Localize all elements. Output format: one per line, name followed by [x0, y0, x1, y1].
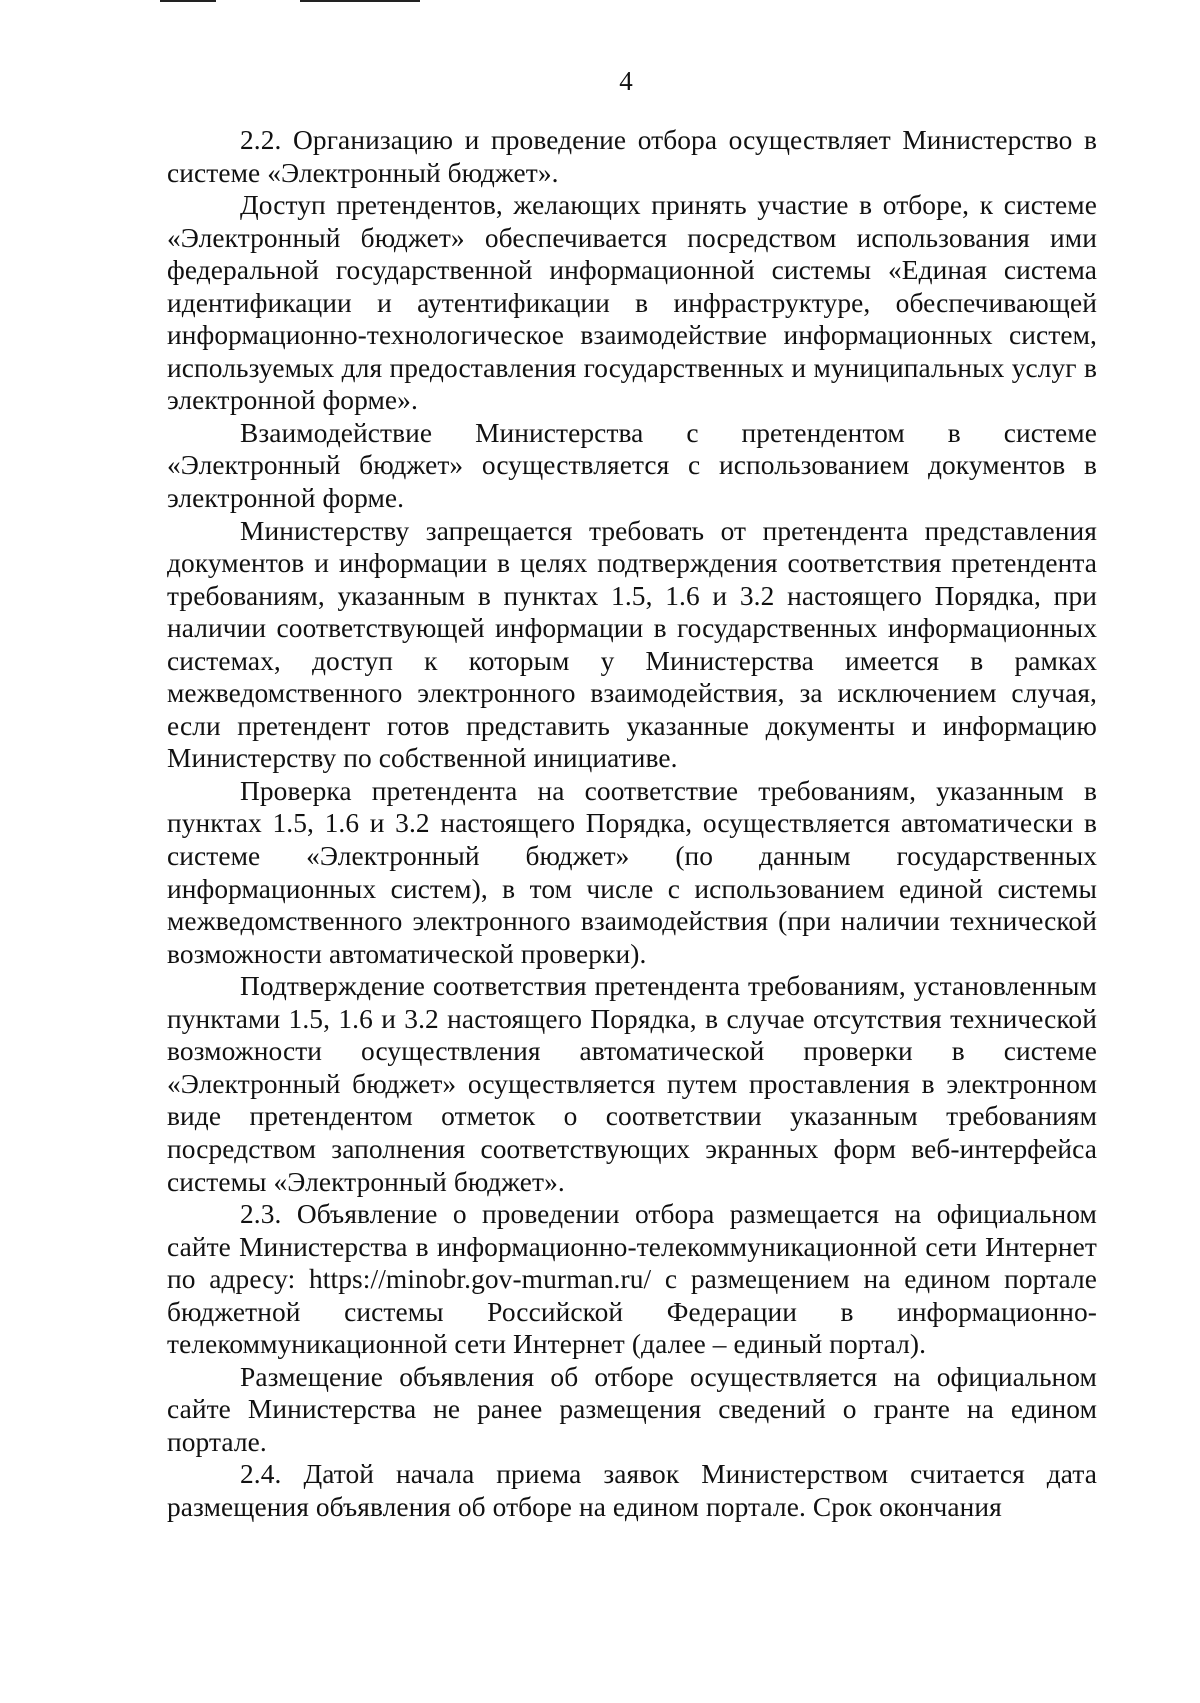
- scan-edge-mark: [300, 0, 420, 2]
- paragraph-prohibition: Министерству запрещается требовать от претендента представления документов и информации в целях подтверждения соответствия претендента требованиям, указанным в пунктах 1.5, 1.6 и 3.2 настоящего Порядка, при наличии соответствующей информации в государственных информационных системах, доступ к которым у Министерства имеется в рамках межведомственного электронного взаимодействия, за исключением случая, если претендент готов представить указанные документы и информацию Министерству по собственной инициативе.: [167, 515, 1097, 774]
- paragraph-verification: Проверка претендента на соответствие требованиям, указанным в пунктах 1.5, 1.6 и 3.2 настоящего Порядка, осуществляется автоматически в системе «Электронный бюджет» (по данным государственных информационных систем), в том числе с использованием единой системы межведомственного электронного взаимодействия (при наличии технической возможности автоматической проверки).: [167, 775, 1097, 969]
- paragraph-2-4: 2.4. Датой начала приема заявок Министерством считается дата размещения объявления об отборе на едином портале. Срок окончания: [167, 1459, 1097, 1522]
- paragraph-2-2: 2.2. Организацию и проведение отбора осуществляет Министерство в системе «Электронный бюджет».: [167, 125, 1097, 188]
- paragraph-placement: Размещение объявления об отборе осуществляется на официальном сайте Министерства не ранее размещения сведений о гранте на едином портале.: [167, 1361, 1097, 1457]
- paragraph-2-3: 2.3. Объявление о проведении отбора размещается на официальном сайте Министерства в информационно-телекоммуникационной сети Интернет по адресу: https://minobr.gov-murman.ru/ с размещением на едином портале бюджетной системы Российской Федерации в информационно-телекоммуникационной сети Интернет (далее – единый портал).: [167, 1199, 1097, 1360]
- paragraph-interaction: Взаимодействие Министерства с претендентом в системе «Электронный бюджет» осуществляется с использованием документов в электронной форме.: [167, 417, 1097, 514]
- paragraph-confirmation: Подтверждение соответствия претендента требованиям, установленным пунктами 1.5, 1.6 и 3.2 настоящего Порядка, в случае отсутствия технической возможности осуществления автоматической проверки в системе «Электронный бюджет» осуществляется путем проставления в электронном виде претендентом отметок о соответствии указанным требованиям посредством заполнения соответствующих экранных форм веб-интерфейса системы «Электронный бюджет».: [167, 971, 1097, 1197]
- paragraph-access: Доступ претендентов, желающих принять участие в отборе, к системе «Электронный бюджет» обеспечивается посредством использования ими федеральной государственной информационной системы «Единая система идентификации и аутентификации в инфраструктуре, обеспечивающей информационно-технологическое взаимодействие информационных систем, используемых для предоставления государственных и муниципальных услуг в электронной форме».: [167, 190, 1097, 416]
- document-body: [167, 124, 1097, 1524]
- scan-edge-mark: [160, 0, 216, 2]
- page-number: 4: [619, 66, 633, 96]
